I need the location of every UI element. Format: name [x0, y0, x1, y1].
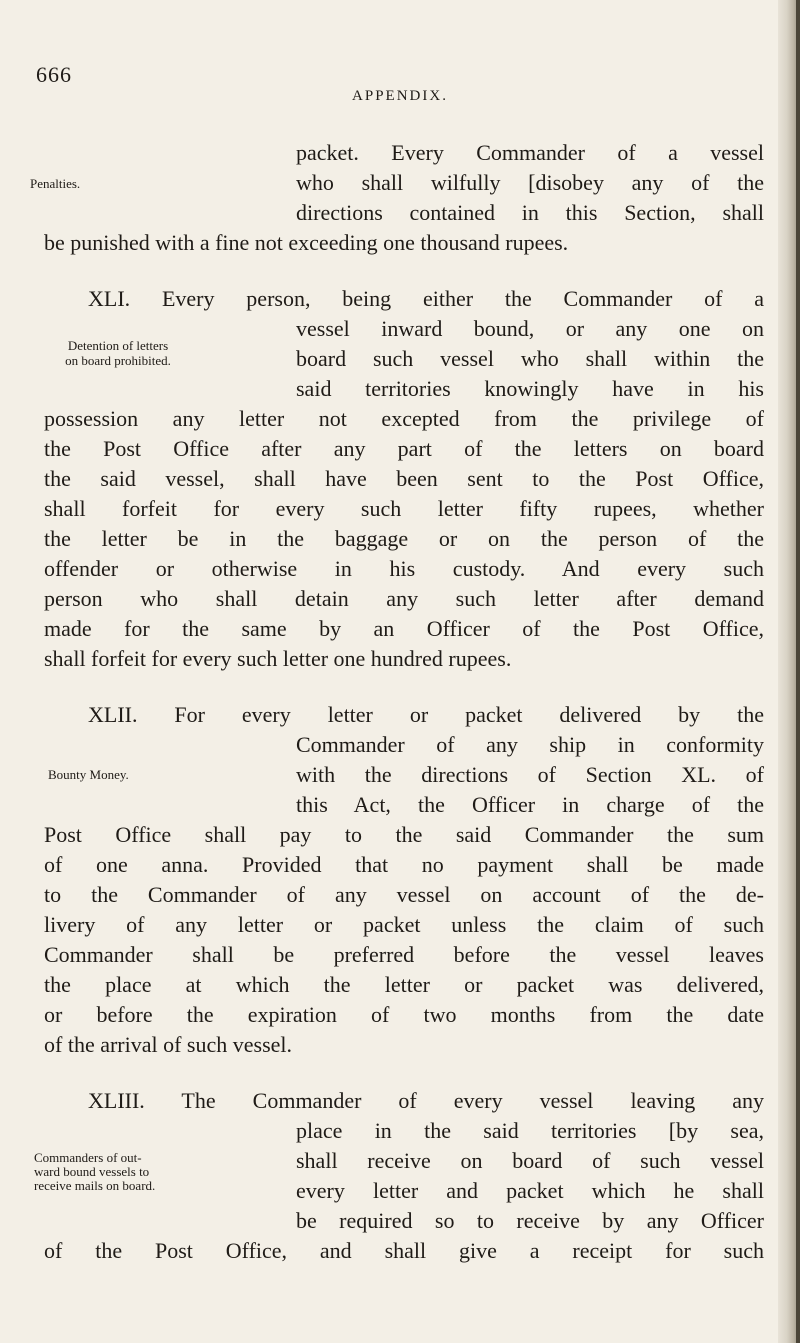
text-line: the letter be in the baggage or on the person of the — [44, 526, 764, 551]
running-head: APPENDIX. — [352, 88, 448, 104]
text-line: this Act, the Officer in charge of the — [296, 792, 764, 817]
text-line: Commander of any ship in conformity — [296, 732, 764, 757]
text-line: vessel inward bound, or any one on — [296, 316, 764, 341]
margin-note-commanders-2: ward bound vessels to — [34, 1164, 150, 1179]
text-line: packet. Every Commander of a vessel — [296, 140, 764, 165]
text-line: the Post Office after any part of the letters on board — [44, 436, 764, 461]
margin-note-commanders-1: Commanders of out- — [34, 1150, 142, 1165]
text-line: Commander shall be preferred before the vessel leaves — [44, 942, 764, 967]
margin-note-commanders-3: receive mails on board. — [34, 1178, 156, 1193]
text-line: of the arrival of such vessel. — [44, 1032, 293, 1057]
text-line: every letter and packet which he shall — [296, 1178, 764, 1203]
text-line: be required so to receive by any Officer — [296, 1208, 764, 1233]
text-line: who shall wilfully [disobey any of the — [296, 170, 764, 195]
text-line: of one anna. Provided that no payment shall be made — [44, 852, 764, 877]
text-line: shall receive on board of such vessel — [296, 1148, 764, 1173]
text-line: shall forfeit for every such letter fifty rupees, whether — [44, 496, 764, 521]
text-line: or before the expiration of two months from the date — [44, 1002, 764, 1027]
text-line: the place at which the letter or packet was delivered, — [44, 972, 764, 997]
text-line: of the Post Office, and shall give a receipt for such — [44, 1238, 764, 1263]
text-line: shall forfeit for every such letter one hundred rupees. — [44, 646, 512, 671]
text-line: said territories knowingly have in his — [296, 376, 764, 401]
text-line: place in the said territories [by sea, — [296, 1118, 764, 1143]
text-line: livery of any letter or packet unless the claim of such — [44, 912, 764, 937]
margin-note-penalties: Penalties. — [30, 176, 81, 191]
section-heading-line: XLI. Every person, being either the Commander of a — [88, 286, 764, 311]
text-line: board such vessel who shall within the — [296, 346, 764, 371]
margin-note-detention-1: Detention of letters — [67, 338, 169, 353]
text-line: made for the same by an Officer of the Post Office, — [44, 616, 764, 641]
text-line: with the directions of Section XL. of — [296, 762, 764, 787]
section-heading-line: XLII. For every letter or packet delivered by the — [88, 702, 764, 727]
text-line: Post Office shall pay to the said Commander the sum — [44, 822, 764, 847]
section-heading-line: XLIII. The Commander of every vessel leaving any — [88, 1088, 764, 1113]
text-line: possession any letter not excepted from the privilege of — [44, 406, 764, 431]
text-line: the said vessel, shall have been sent to the Post Office, — [44, 466, 764, 491]
text-line: offender or otherwise in his custody. And every such — [44, 556, 764, 581]
text-line: be punished with a fine not exceeding one thousand rupees. — [44, 230, 569, 255]
margin-note-detention-2: on board prohibited. — [65, 353, 171, 368]
page-number: 666 — [36, 62, 72, 87]
text-line: person who shall detain any such letter after demand — [44, 586, 764, 611]
margin-note-bounty: Bounty Money. — [48, 767, 129, 782]
page-edge-binding — [796, 0, 800, 1343]
text-line: to the Commander of any vessel on account of the de- — [44, 882, 764, 907]
text-line: directions contained in this Section, shall — [296, 200, 764, 225]
